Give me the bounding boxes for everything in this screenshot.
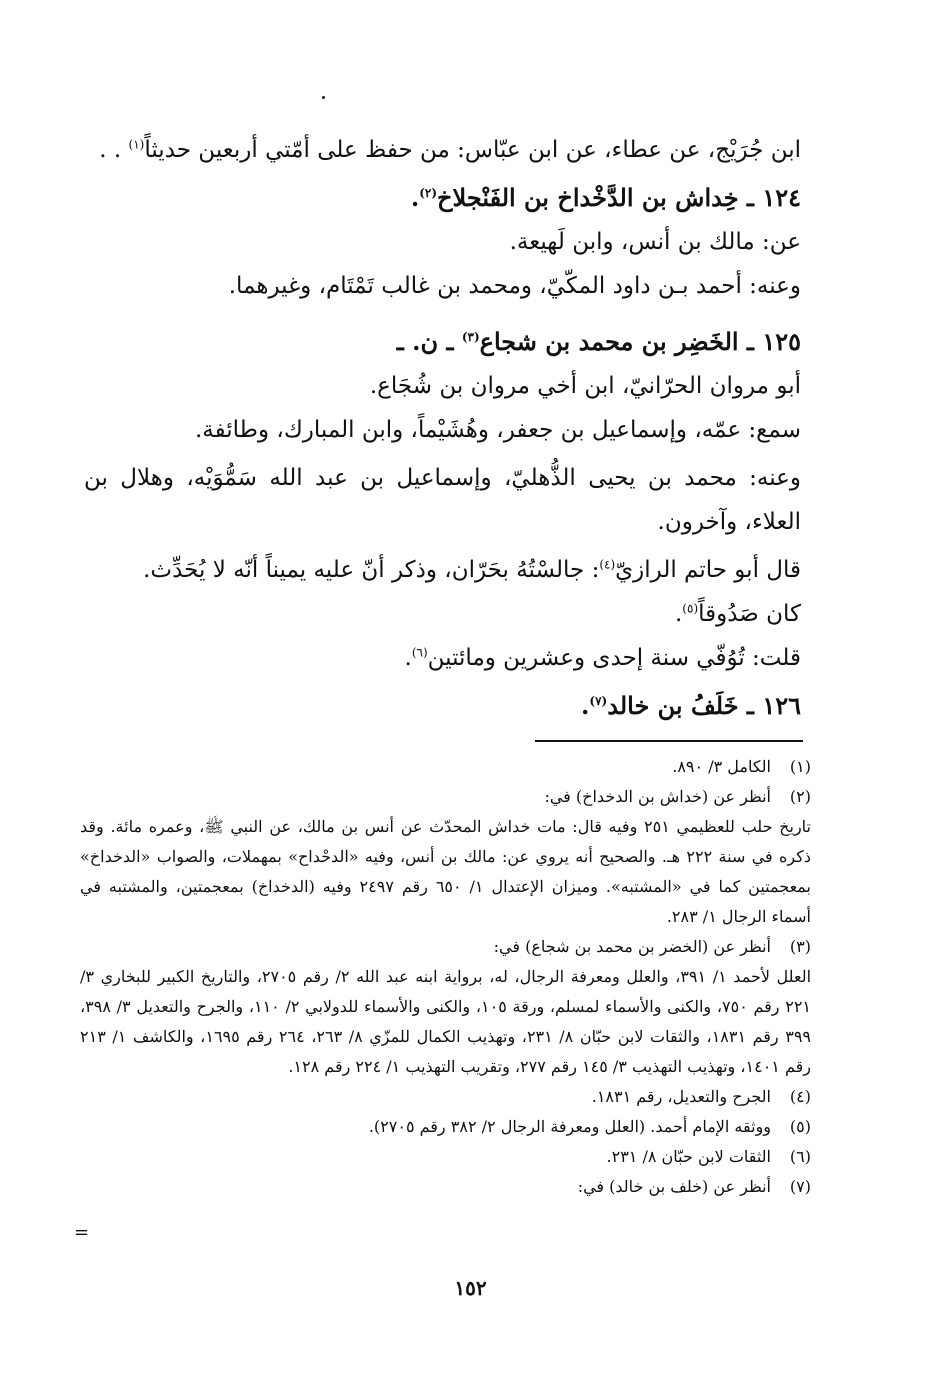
entry-126-heading: ١٢٦ ـ خَلَفُ بن خالد$^{(٧)}$. xyxy=(581,691,801,720)
ink-speck xyxy=(322,96,325,99)
entry-124-an: عن: مالك بن أنس، وابن لَهيعة. xyxy=(509,229,801,255)
footnote-text: تاريخ حلب للعظيمي ٢٥١ وفيه قال: مات خداش المحدّث عن أنس بن مالك، عن النبي ﷺ، وعمره مائة. وقد ذكره في سنة ٢٢٢ هـ. والصحيح أنه يروي عن: مالك بن أنس، وفيه «الدحْداح» بمهملات، والصواب «الدخداخ» بمعجمتين كما في «المشتبه». وميزان الإعتدال ١/ ٦٥٠ رقم ٢٤٩٧ وفيه (الدخداخ) بمعجمتين، والمشتبه في أسماء الرجال ١/ ٢٨٣. xyxy=(80,817,812,926)
entry-125-saduq: كان صَدُوقاً$^{(٥)}$. xyxy=(674,601,801,627)
footnote-text: ووثقه الإمام أحمد. (العلل ومعرفة الرجال ٢/ ٣٨٢ رقم ٢٧٠٥). xyxy=(368,1117,771,1136)
footnote-ref-5[interactable]: (٥) xyxy=(682,601,699,616)
footnote-text: الجرح والتعديل، رقم ١٨٣١. xyxy=(591,1087,771,1106)
footnote-number: (٥) xyxy=(789,1117,811,1136)
footnote-4 xyxy=(80,1082,811,1112)
entry-125-heading: ١٢٥ ـ الخَضِر بن محمد بن شجاع$^{(٣)}$ ـ ن. ـ xyxy=(396,327,801,356)
footnote-text: أنظر عن (خلف بن خالد) في: xyxy=(577,1177,771,1196)
footnote-ref-1[interactable]: (١) xyxy=(128,137,145,152)
footnotes xyxy=(80,752,811,1202)
footnote-7 xyxy=(80,1172,811,1202)
footnote-2 xyxy=(80,782,811,812)
entry-125-abu-hatim: قال أبو حاتم الرازيّ$^{(٤)}$: جالسْتُهُ بحَرّان، وذكر أنّ عليه يميناً أنّه لا يُحَدِّث. xyxy=(143,557,801,583)
footnote-text: الكامل ٣/ ٨٩٠. xyxy=(672,757,771,776)
continuation-mark: = xyxy=(74,1222,90,1243)
footnote-ref-3[interactable]: (٣) xyxy=(461,330,480,344)
footnote-number: (٦) xyxy=(789,1147,811,1166)
footnote-ref-6[interactable]: (٦) xyxy=(411,645,428,660)
entry-125-qultu: قلت: تُوُفّي سنة إحدى وعشرين ومائتين$^{(٦)}$. xyxy=(404,645,801,671)
entry-124-wa-anhu: وعنه: أحمد بـن داود المكّيّ، ومحمد بن غالب تَمْتَام، وغيرهما. xyxy=(228,273,801,299)
entry-125-sami: سمع: عمّه، وإسماعيل بن جعفر، وهُشَيْماً، وابن المبارك، وطائفة. xyxy=(194,417,801,443)
footnote-ref-2[interactable]: (٢) xyxy=(419,186,438,200)
footnote-1 xyxy=(80,752,811,782)
footnote-number: (٤) xyxy=(789,1087,811,1106)
footnote-5 xyxy=(80,1112,811,1142)
footnote-ref-4[interactable]: (٤) xyxy=(599,557,616,572)
footnote-text: العلل لأحمد ١/ ٣٩١، والعلل ومعرفة الرجال، له، برواية ابنه عبد الله ٢/ رقم ٢٧٠٥، والتاريخ الكبير للبخاري ٣/ ٢٢١ رقم ٧٥٠، والكنى والأسماء لمسلم، ورقة ١٠٥، والكنى والأسماء للدولابي ٢/ ١١٠، والجرح والتعديل ٣/ ٣٩٨، ٣٩٩ رقم ١٨٣١، والثقات لابن حبّان ٨/ ٢٣١، وتهذيب الكمال للمزّي ٨/ ٢٦٣، ٢٦٤ رقم ١٦٩٥، والكاشف ١/ ٢١٣ رقم ١٤٠١، وتهذيب التهذيب ٣/ ١٤٥ رقم ٢٧٧، وتقريب التهذيب ١/ ٢٢٤ رقم ١٢٨. xyxy=(80,967,812,1076)
footnote-text: أنظر عن (الخضر بن محمد بن شجاع) في: xyxy=(493,937,771,956)
page-number: ١٥٢ xyxy=(454,1276,487,1300)
entry-125-wa-anhu: وعنه: محمد بن يحيى الذُّهليّ، وإسماعيل بن عبد الله سَمُّوَيْه، وهلال بن العلاء، وآخرون. xyxy=(84,465,801,535)
main-text xyxy=(84,128,801,728)
footnote-3-body xyxy=(80,962,811,1082)
footnote-number: (٢) xyxy=(789,787,811,806)
intro-line: ابن جُرَيْج، عن عطاء، عن ابن عبّاس: من حفظ على أمّتي أربعين حديثاً$^{(١)}$ . . xyxy=(99,137,801,163)
footnote-text: الثقات لابن حبّان ٨/ ٢٣١. xyxy=(606,1147,771,1166)
entry-125-kunya: أبو مروان الحرّانيّ، ابن أخي مروان بن شُجَاع. xyxy=(369,373,801,399)
footnote-number: (١) xyxy=(789,757,811,776)
footnote-number: (٧) xyxy=(789,1177,811,1196)
footnote-ref-7[interactable]: (٧) xyxy=(589,694,608,708)
footnote-separator xyxy=(535,740,803,742)
footnote-2-body xyxy=(80,812,811,932)
entry-124-heading: ١٢٤ ـ خِداش بن الدَّخْداخ بن الفَنْجلاخ$^{(٢)}$. xyxy=(410,183,801,212)
footnote-text: أنظر عن (خداش بن الدخداخ) في: xyxy=(544,787,771,806)
footnote-number: (٣) xyxy=(789,937,811,956)
footnote-6 xyxy=(80,1142,811,1172)
footnote-3 xyxy=(80,932,811,962)
